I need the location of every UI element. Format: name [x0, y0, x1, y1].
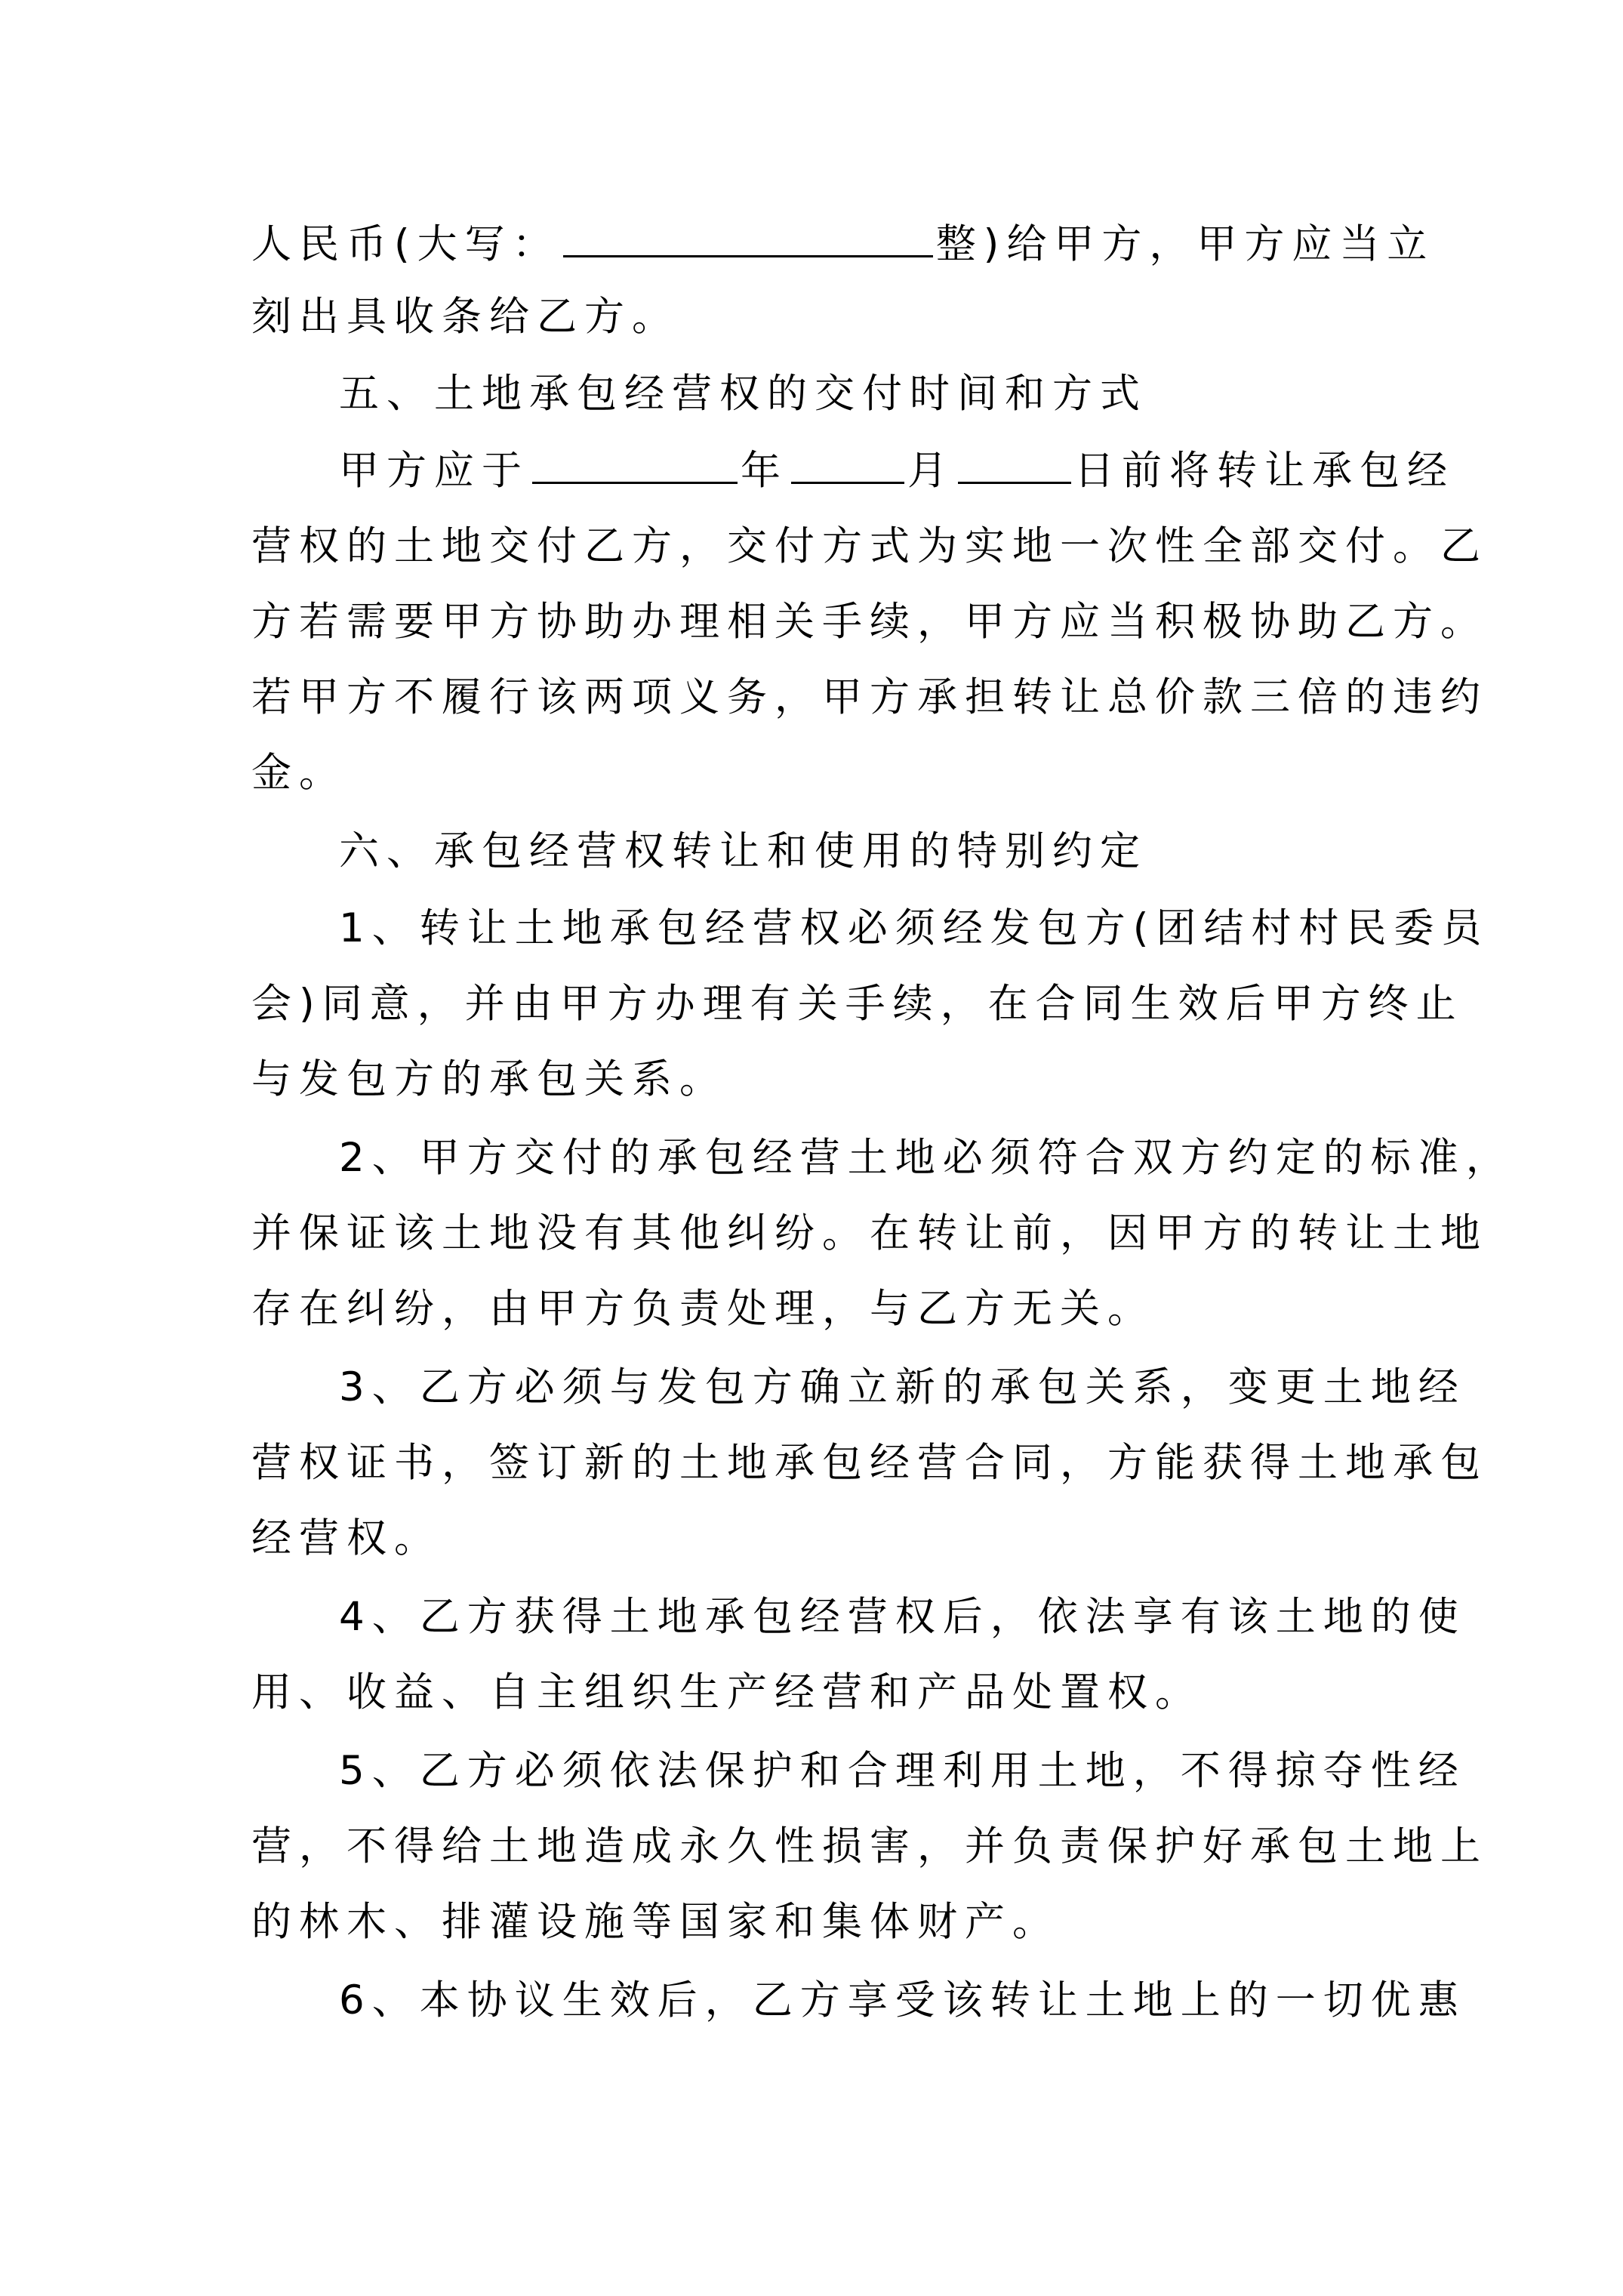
item-5-line-3: 的林木、排灌设施等国家和集体财产。: [251, 1899, 1060, 1945]
year-blank: [532, 439, 738, 484]
item-5-line-2: 营，不得给土地造成永久性损害，并负责保护好承包土地上: [251, 1823, 1488, 1869]
section-5-line-4: 若甲方不履行该两项义务，甲方承担转让总价款三倍的违约: [251, 674, 1488, 720]
section-5-line-2: 营权的土地交付乙方，交付方式为实地一次性全部交付。乙: [251, 523, 1488, 569]
item-1-line-2: 会)同意，并由甲方办理有关手续，在合同生效后甲方终止: [251, 981, 1464, 1027]
item-2-line-1: 2、甲方交付的承包经营土地必须符合双方约定的标准，: [339, 1135, 1514, 1181]
day-blank: [958, 439, 1071, 484]
item-3-line-2: 营权证书，签订新的土地承包经营合同，方能获得土地承包: [251, 1440, 1488, 1486]
section-5-line-1-suffix: 日前将转让承包经: [1074, 448, 1455, 494]
item-1-line-3: 与发包方的承包关系。: [251, 1056, 727, 1102]
item-2-line-3: 存在纠纷，由甲方负责处理，与乙方无关。: [251, 1286, 1155, 1332]
section-5-line-1-prefix: 甲方应于: [339, 448, 529, 494]
item-5-line-1: 5、乙方必须依法保护和合理利用土地，不得掠夺性经: [339, 1748, 1466, 1794]
month-label: 月: [907, 448, 955, 494]
payment-line-1-suffix: 整)给甲方，甲方应当立: [935, 221, 1435, 267]
section-5-line-3: 方若需要甲方协助办理相关手续，甲方应当积极协助乙方。: [251, 599, 1488, 645]
item-3-line-3: 经营权。: [251, 1515, 442, 1561]
payment-line-1: [251, 210, 1435, 279]
section-5-heading: 五、土地承包经营权的交付时间和方式: [339, 371, 1147, 417]
payment-line-2: 刻出具收条给乙方。: [251, 294, 679, 340]
section-5-line-1: [339, 436, 1471, 506]
item-6-line-1: 6、本协议生效后，乙方享受该转让土地上的一切优惠: [339, 1977, 1466, 2023]
year-label: 年: [741, 448, 788, 494]
section-6-heading: 六、承包经营权转让和使用的特别约定: [339, 828, 1147, 874]
item-4-line-2: 用、收益、自主组织生产经营和产品处置权。: [251, 1669, 1203, 1715]
item-1-line-1: 1、转让土地承包经营权必须经发包方(团结村村民委员: [339, 905, 1489, 951]
payment-line-1-prefix: 人民币(大写：: [251, 221, 560, 267]
item-4-line-1: 4、乙方获得土地承包经营权后，依法享有该土地的使: [339, 1594, 1466, 1640]
section-5-line-5: 金。: [251, 750, 346, 796]
item-2-line-2: 并保证该土地没有其他纠纷。在转让前，因甲方的转让土地: [251, 1210, 1488, 1256]
month-blank: [791, 439, 904, 484]
amount-blank: [563, 213, 933, 257]
item-3-line-1: 3、乙方必须与发包方确立新的承包关系，变更土地经: [339, 1364, 1466, 1410]
